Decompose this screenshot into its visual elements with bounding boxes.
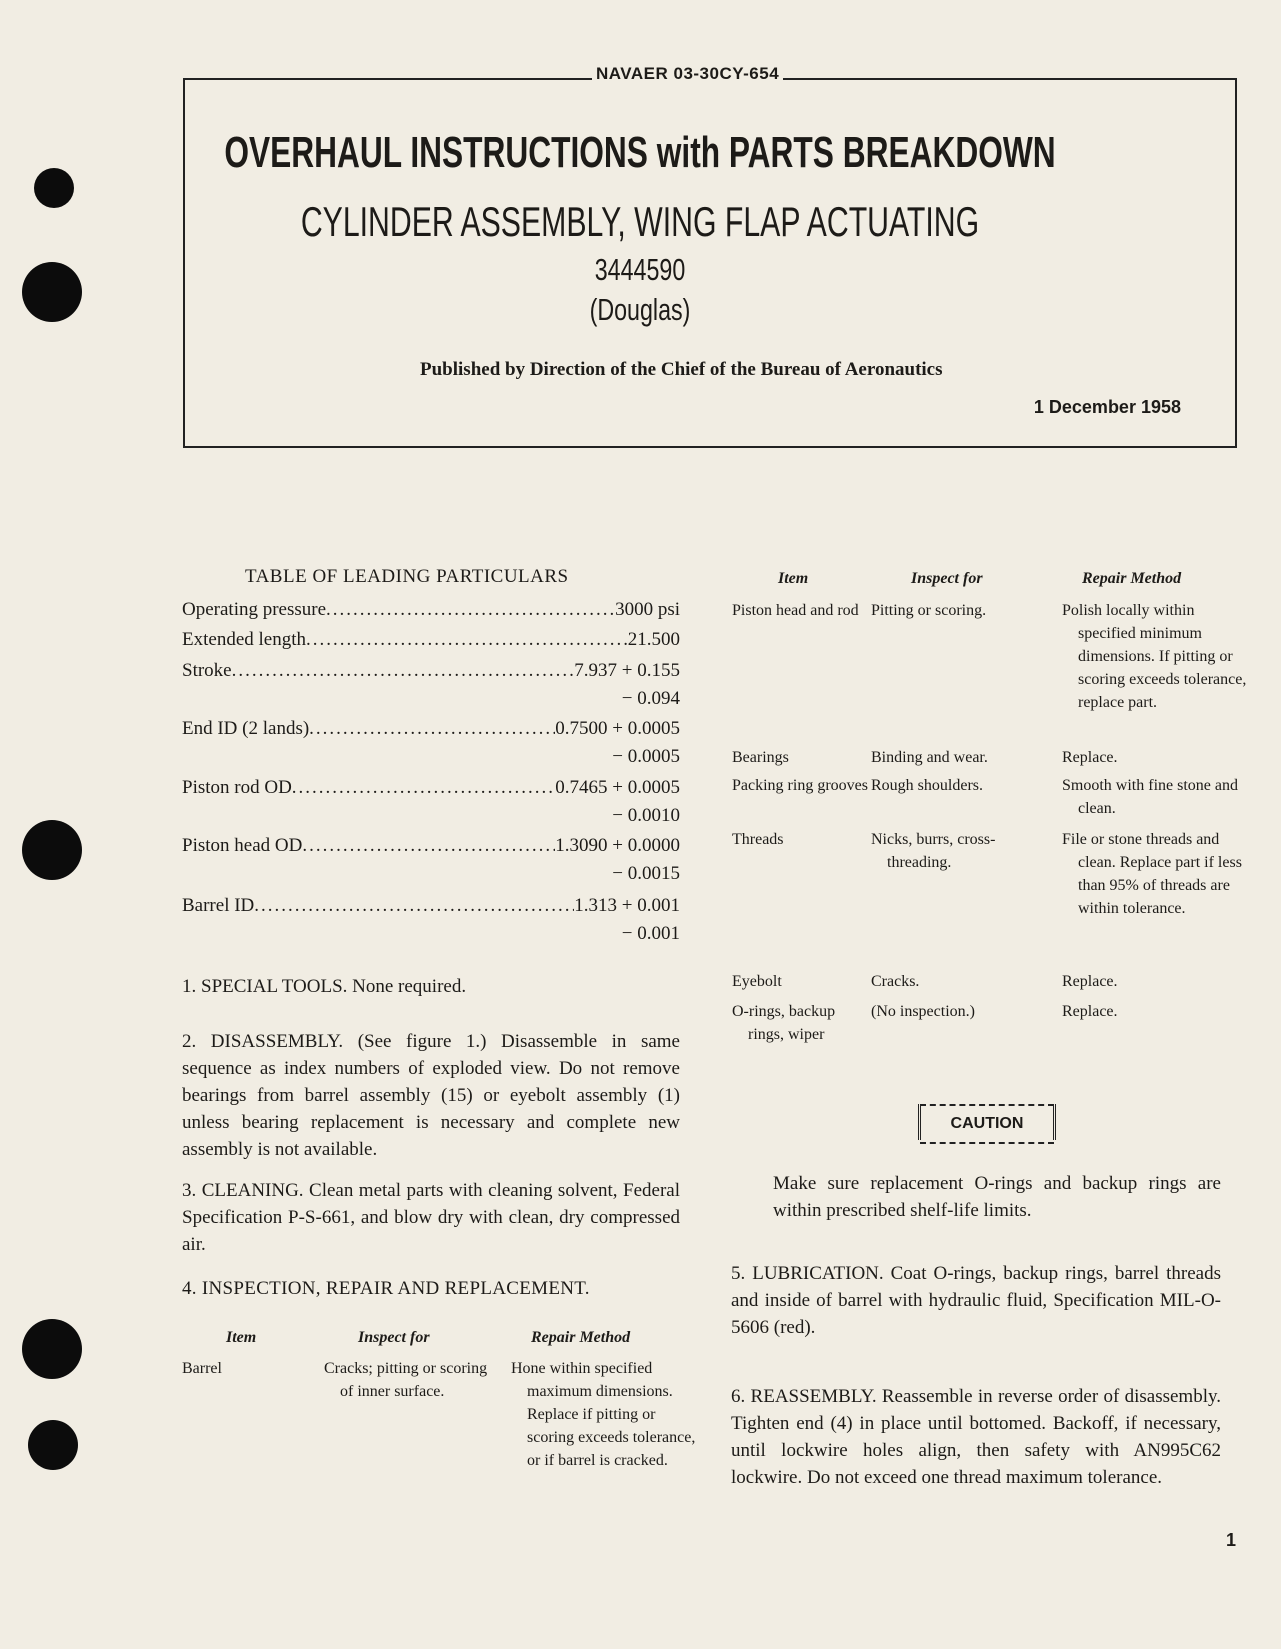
- caution-text: Make sure replacement O-rings and backup rings are within prescribed shelf-life limits.: [773, 1173, 1221, 1221]
- leader-dots: [292, 774, 555, 802]
- leader-dots: [326, 596, 615, 624]
- section-lubrication: 5. LUBRICATION. Coat O-rings, backup rings, barrel threads and inside of barrel with hydraulic fluid, Specification MIL-O-5606 (red).: [731, 1263, 1221, 1338]
- particular-value: 0.7500 + 0.0005: [555, 718, 680, 739]
- inspect-cell: Nicks, burrs, cross-threading.: [871, 831, 996, 871]
- inspect-cell: Rough shoulders.: [871, 777, 983, 794]
- leader-dots: [309, 715, 555, 743]
- inspect-cell: Cracks.: [871, 973, 920, 990]
- leader-dots: [232, 657, 575, 685]
- punch-hole: [22, 1319, 82, 1379]
- particular-tolerance: − 0.0015: [612, 863, 680, 884]
- repair-cell: Smooth with fine stone and clean.: [1062, 777, 1238, 817]
- inspect-cell: Cracks; pitting or scoring of inner surface.: [324, 1360, 488, 1400]
- item-cell: Piston head and rod: [732, 602, 859, 619]
- inspect-cell: Pitting or scoring.: [871, 602, 987, 619]
- section-inspection-heading: 4. INSPECTION, REPAIR AND REPLACEMENT.: [182, 1278, 590, 1299]
- particular-tolerance: − 0.001: [621, 923, 680, 944]
- particular-label: End ID (2 lands): [182, 718, 310, 739]
- particular-label: Piston rod OD: [182, 777, 292, 798]
- particulars-row: [182, 774, 680, 802]
- col-header-repair: Repair Method: [1082, 570, 1182, 587]
- particulars-row: [182, 715, 680, 743]
- section-cleaning: 3. CLEANING. Clean metal parts with cleaning solvent, Federal Specification P-S-661, and blow dry with clean, dry compressed air.: [182, 1180, 680, 1255]
- punch-hole: [28, 1420, 78, 1470]
- particulars-row: [182, 892, 680, 920]
- item-cell: O-rings, backup rings, wiper: [732, 1003, 836, 1043]
- item-cell: Barrel: [182, 1360, 222, 1377]
- particular-tolerance: − 0.0010: [612, 805, 680, 826]
- item-cell: Threads: [732, 831, 784, 848]
- particular-value: 7.937 + 0.155: [574, 660, 680, 681]
- repair-cell: Replace.: [1062, 973, 1118, 990]
- particular-label: Stroke: [182, 660, 232, 681]
- punch-hole: [34, 168, 74, 208]
- particular-label: Extended length: [182, 629, 306, 650]
- item-cell: Bearings: [732, 749, 789, 766]
- item-cell: Packing ring grooves: [732, 777, 868, 794]
- particulars-row: [182, 596, 680, 624]
- publication-date: 1 December 1958: [1033, 397, 1181, 417]
- col-header-repair: Repair Method: [531, 1329, 631, 1346]
- section-special-tools: 1. SPECIAL TOOLS. None required.: [182, 976, 467, 997]
- particulars-row: [182, 657, 680, 685]
- leader-dots: [254, 892, 574, 920]
- particular-value: 21.500: [627, 629, 680, 650]
- inspect-cell: Binding and wear.: [871, 749, 988, 766]
- col-header-inspect: Inspect for: [358, 1329, 430, 1346]
- document-number: NAVAER 03-30CY-654: [592, 64, 783, 84]
- col-header-inspect: Inspect for: [911, 570, 983, 587]
- particulars-row: [182, 626, 680, 654]
- section-disassembly: 2. DISASSEMBLY. (See figure 1.) Disassemble in same sequence as index numbers of exploded view. Do not remove bearings from barrel assembly (15) or eyebolt assembly (1) unless bearing replacement is necessary and complete new assembly is not available.: [182, 1031, 680, 1160]
- particular-label: Piston head OD: [182, 835, 303, 856]
- caution-label: CAUTION: [920, 1104, 1054, 1144]
- col-header-item: Item: [226, 1329, 257, 1346]
- particular-label: Barrel ID: [182, 895, 255, 916]
- section-reassembly: 6. REASSEMBLY. Reassemble in reverse order of disassembly. Tighten end (4) in place until bottomed. Backoff, if necessary, until lockwire holes align, then safety with AN995C62 lockwire. Do not exceed one thread maximum tolerance.: [731, 1386, 1221, 1488]
- leader-dots: [306, 626, 628, 654]
- particular-label: Operating pressure: [182, 599, 327, 620]
- repair-cell: File or stone threads and clean. Replace part if less than 95% of threads are within tolerance.: [1062, 831, 1242, 917]
- item-cell: Eyebolt: [732, 973, 782, 990]
- particulars-row: [182, 832, 680, 860]
- manufacturer: (Douglas): [589, 292, 691, 327]
- repair-cell: Hone within specified maximum dimensions. Replace if pitting or scoring exceeds tolerance, or if barrel is cracked.: [511, 1360, 696, 1469]
- published-by: Published by Direction of the Chief of the Bureau of Aeronautics: [420, 359, 943, 380]
- particular-tolerance: − 0.0005: [612, 746, 680, 767]
- col-header-item: Item: [778, 570, 809, 587]
- particular-tolerance: − 0.094: [621, 688, 680, 709]
- part-number: 3444590: [594, 252, 686, 287]
- page-number: 1: [1226, 1530, 1237, 1550]
- leader-dots: [302, 832, 555, 860]
- inspect-cell: (No inspection.): [871, 1003, 975, 1020]
- particular-value: 0.7465 + 0.0005: [555, 777, 680, 798]
- repair-cell: Replace.: [1062, 749, 1118, 766]
- particular-value: 3000 psi: [615, 599, 680, 620]
- particulars-heading: TABLE OF LEADING PARTICULARS: [245, 566, 569, 587]
- particular-value: 1.313 + 0.001: [574, 895, 680, 916]
- punch-hole: [22, 262, 82, 322]
- document-subtitle: CYLINDER ASSEMBLY, WING FLAP ACTUATING: [300, 198, 980, 245]
- document-title: OVERHAUL INSTRUCTIONS with PARTS BREAKDOWN: [224, 128, 1056, 177]
- particular-value: 1.3090 + 0.0000: [555, 835, 680, 856]
- repair-cell: Polish locally within specified minimum dimensions. If pitting or scoring exceeds tolerance, replace part.: [1062, 602, 1247, 711]
- repair-cell: Replace.: [1062, 1003, 1118, 1020]
- punch-hole: [22, 820, 82, 880]
